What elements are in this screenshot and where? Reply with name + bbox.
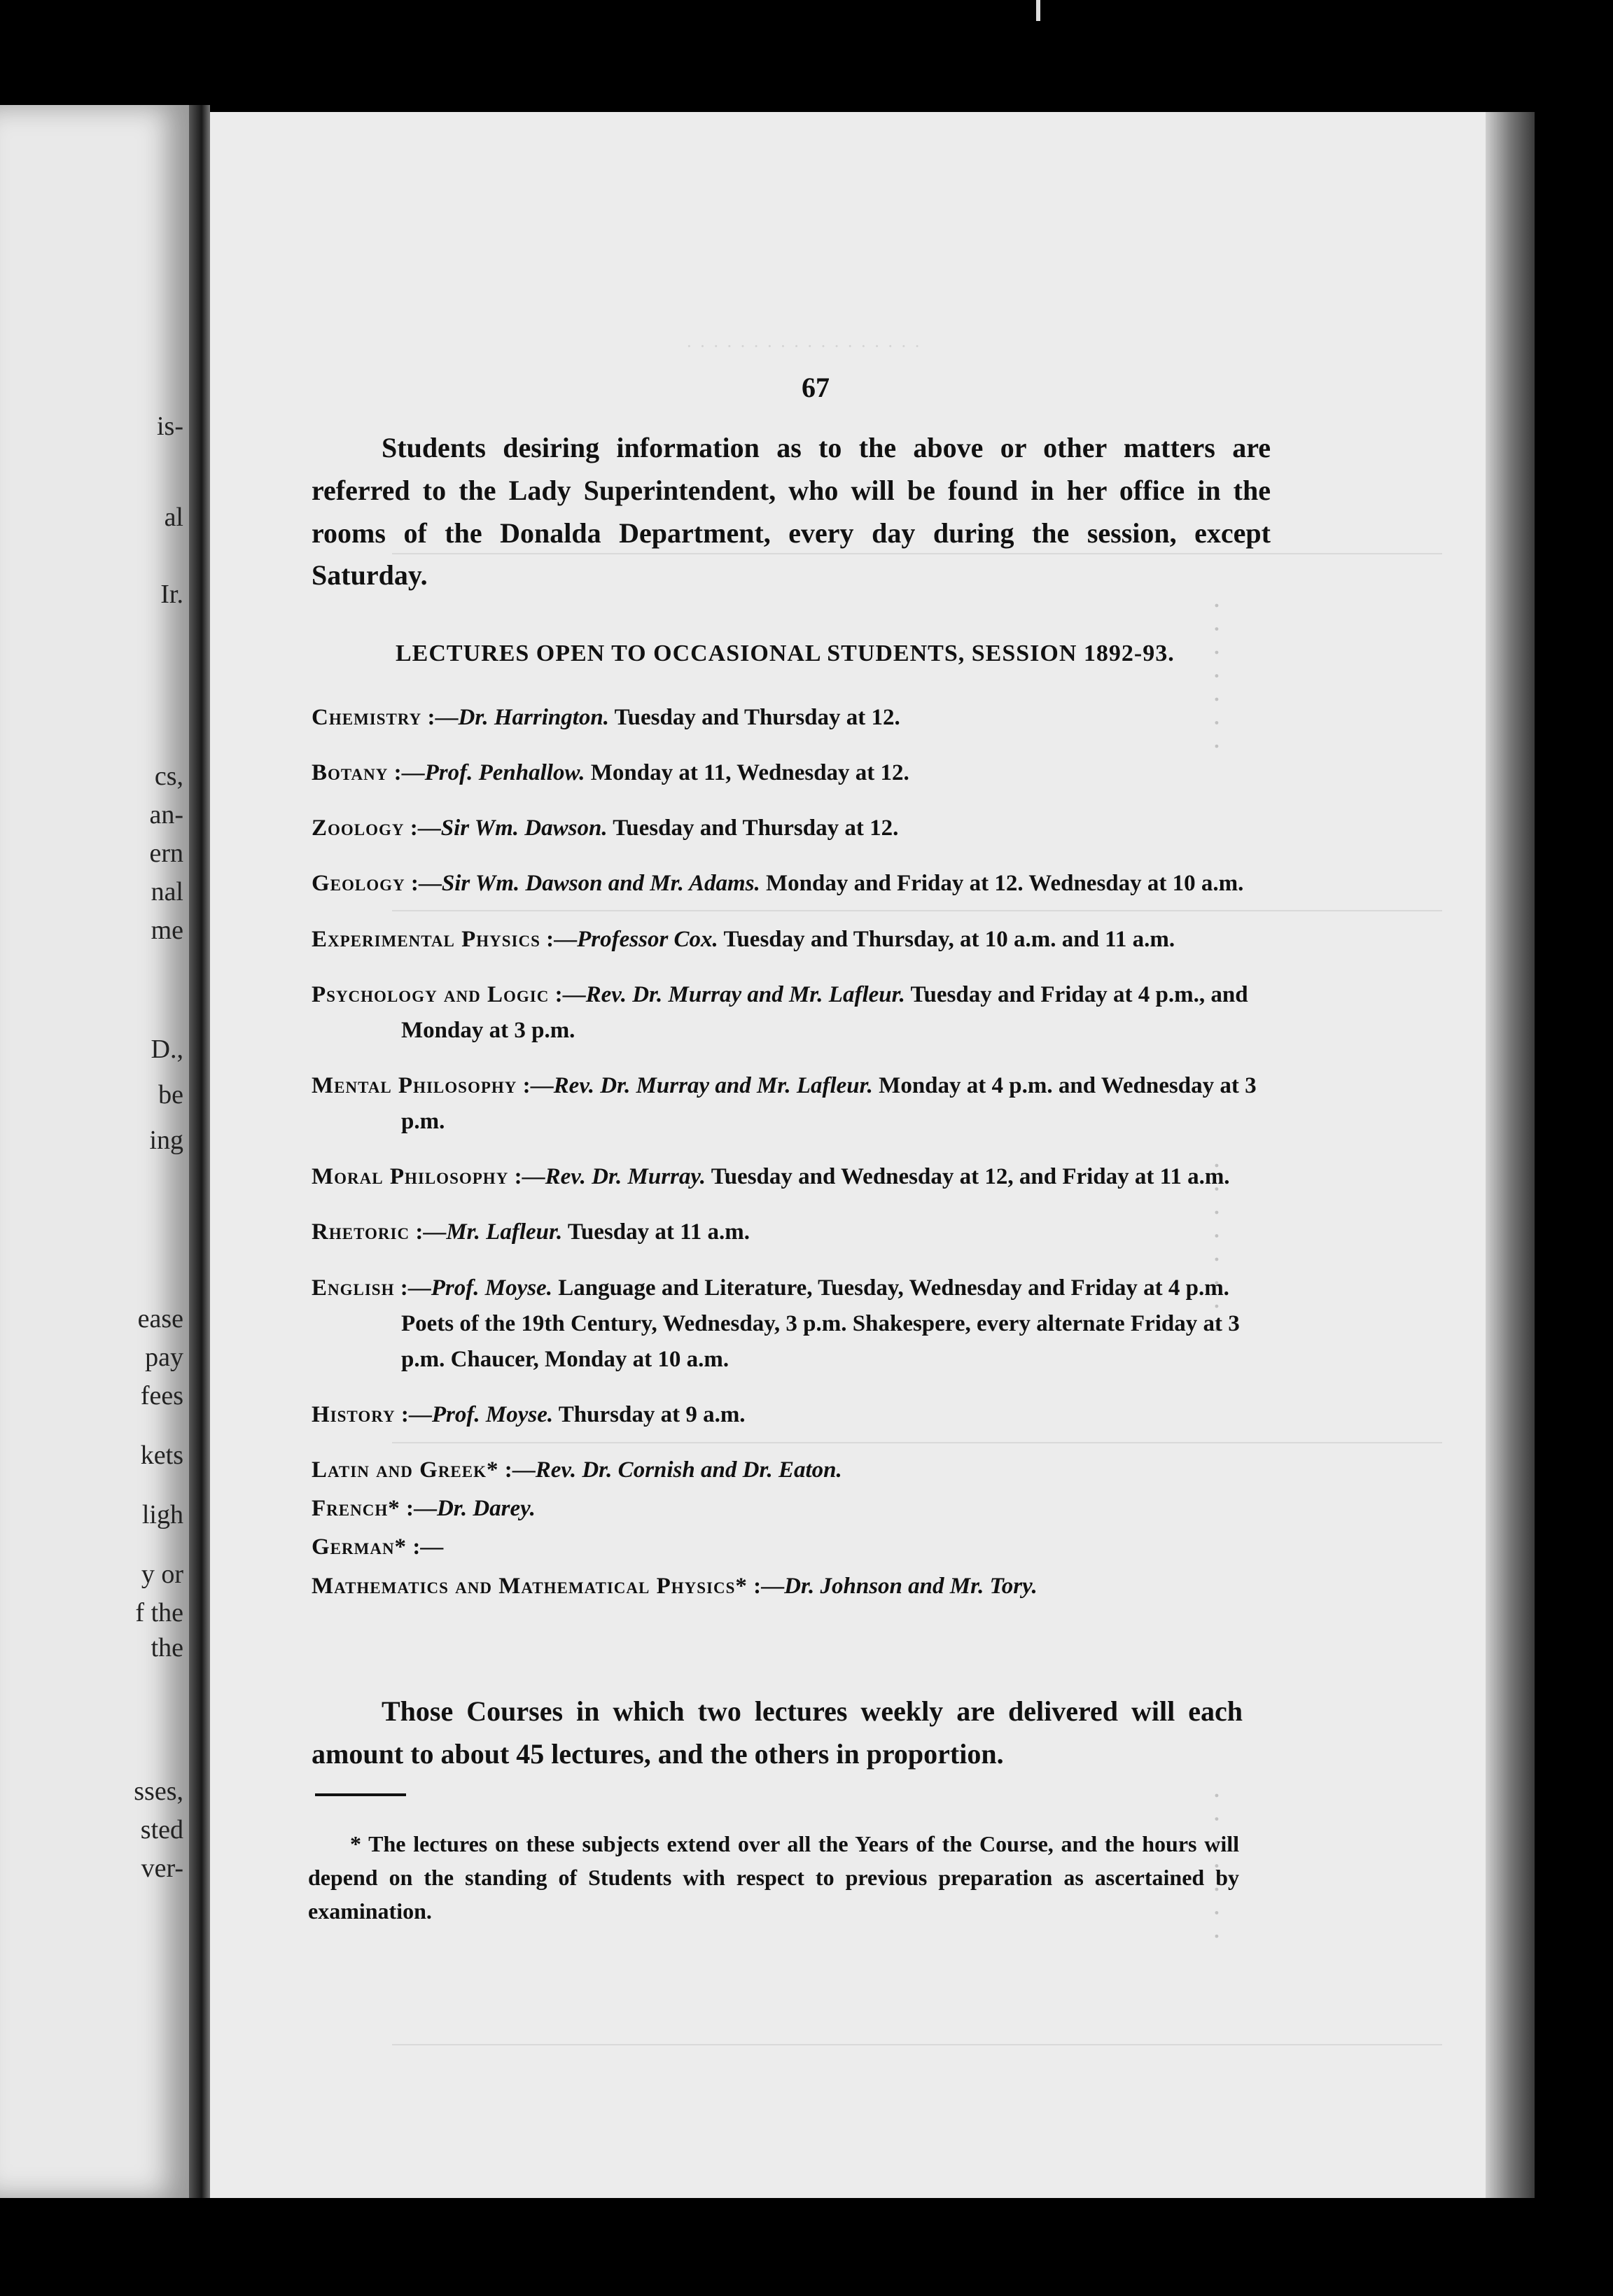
section-heading: LECTURES OPEN TO OCCASIONAL STUDENTS, SESSION 1892-93.	[396, 640, 1175, 666]
lecture-subject: History	[312, 1401, 396, 1427]
show-through-vertical: · · · · · · ·	[1205, 1792, 1228, 1946]
closing-paragraph: Those Courses in which two lectures weekly are delivered will each amount to about 45 lectures, and the others in proportion.	[312, 1695, 1243, 1770]
left-page-text-fragment: me	[151, 916, 183, 945]
left-page-text-fragment: be	[158, 1080, 183, 1110]
lecture-subject: Moral Philosophy	[312, 1164, 509, 1190]
left-page-text-fragment: ligh	[141, 1500, 183, 1530]
lecture-entry: Chemistry :—Dr. Harrington. Tuesday and Thursday at 12.	[312, 705, 900, 730]
lecture-lecturer: Prof. Moyse.	[431, 1401, 554, 1427]
lecture-times: Monday at 11, Wednesday at 12.	[590, 760, 909, 786]
book-gutter	[189, 105, 210, 2198]
left-page-text-fragment: y or	[141, 1560, 183, 1589]
top-edge-mark	[1036, 0, 1040, 21]
lecture-entry: Rhetoric :—Mr. Lafleur. Tuesday at 11 a.m.	[312, 1219, 750, 1245]
left-page-text-fragment: Ir.	[160, 580, 183, 609]
lecture-lecturer: Sir Wm. Dawson.	[440, 816, 608, 841]
show-through-text: · · · · · · · · · · · · · · · · · ·	[686, 336, 922, 356]
lecture-lecturer: Dr. Johnson and Mr. Tory.	[784, 1573, 1038, 1599]
lecture-times: Language and Literature, Tuesday, Wednesday and Friday at 4 p.m. Poets of the 19th Century, Wednesday, 3 p.m. Shakespere, every alternate Friday at 3 p.m. Chaucer, Monday at 10 a.m.	[401, 1275, 1240, 1372]
left-page-text-fragment: is-	[157, 412, 183, 441]
lecture-times: Tuesday at 11 a.m.	[567, 1219, 750, 1245]
lecture-times: Tuesday and Wednesday at 12, and Friday at 11 a.m.	[711, 1164, 1230, 1190]
lecture-subject: German*	[312, 1534, 407, 1560]
show-through-rule	[392, 2044, 1442, 2045]
left-page-text-fragment: ver-	[141, 1854, 183, 1883]
left-page-text-fragment: ern	[149, 839, 183, 868]
lecture-lecturer: Dr. Harrington.	[458, 705, 610, 730]
show-through-vertical: · · · · · · · ·	[1205, 1162, 1228, 1339]
lecture-entry: French* :—Dr. Darey.	[312, 1496, 536, 1522]
left-page-text-fragment: pay	[145, 1343, 183, 1372]
lecture-times: Monday at 4 p.m. and Wednesday at 3 p.m.	[401, 1072, 1257, 1135]
left-page-text-fragment: kets	[140, 1441, 183, 1470]
left-page-text-fragment: D.,	[151, 1035, 183, 1064]
left-page-text-fragment: sted	[140, 1815, 183, 1844]
lecture-entry: German* :—	[312, 1534, 444, 1560]
show-through-vertical: · · · · · · ·	[1205, 602, 1228, 756]
lecture-subject: Chemistry	[312, 705, 422, 730]
lecture-times: Tuesday and Thursday at 12.	[613, 816, 899, 841]
lecture-lecturer: Rev. Dr. Murray and Mr. Lafleur.	[585, 981, 905, 1007]
lecture-times: Thursday at 9 a.m.	[558, 1401, 746, 1427]
lecture-lecturer: Rev. Dr. Murray and Mr. Lafleur.	[553, 1072, 873, 1098]
lecture-times: Tuesday and Thursday, at 10 a.m. and 11 a.m.	[723, 926, 1175, 952]
lecture-subject: Mathematics and Mathematical Physics*	[312, 1573, 748, 1599]
lecture-subject: Rhetoric	[312, 1219, 410, 1245]
lecture-entry: English :—Prof. Moyse. Language and Literature, Tuesday, Wednesday and Friday at 4 p.m. Poets of the 19th Century, Wednesday, 3 p.m. Shakespere, every alternate Friday at 3 p.m. Chaucer, Monday at 10 a.m.	[312, 1275, 1240, 1372]
lecture-entry: Experimental Physics :—Professor Cox. Tuesday and Thursday, at 10 a.m. and 11 a.m.	[312, 926, 1175, 952]
lecture-lecturer: Prof. Moyse.	[431, 1275, 552, 1301]
lecture-lecturer: Professor Cox.	[577, 926, 718, 952]
left-page-text-fragment: an-	[149, 800, 183, 830]
left-page-text-fragment: the	[151, 1633, 183, 1662]
left-page-text-fragment: nal	[151, 877, 183, 906]
left-page-text-fragment: sses,	[134, 1777, 183, 1806]
lecture-lecturer: Mr. Lafleur.	[446, 1219, 563, 1245]
footnote: * The lectures on these subjects extend over all the Years of the Course, and the hours will depend on the standing of Students with respect to previous preparation as ascertained by examination.	[308, 1831, 1239, 1924]
lecture-subject: Geology	[312, 871, 405, 897]
lecture-subject: Experimental Physics	[312, 926, 540, 952]
lecture-list	[312, 700, 1271, 1607]
lecture-subject: Psychology and Logic	[312, 981, 550, 1007]
footnote-rule	[315, 1793, 406, 1796]
lecture-entry: Botany :—Prof. Penhallow. Monday at 11, Wednesday at 12.	[312, 760, 909, 786]
lecture-lecturer: Rev. Dr. Murray.	[545, 1164, 706, 1190]
lecture-subject: French*	[312, 1496, 400, 1522]
lecture-subject: English	[312, 1275, 395, 1301]
page-number: 67	[802, 372, 830, 403]
lecture-subject: Botany	[312, 760, 389, 786]
lecture-subject: Mental Philosophy	[312, 1072, 517, 1098]
left-page-text-fragment: fees	[140, 1381, 183, 1410]
lecture-subject: Latin and Greek*	[312, 1457, 499, 1483]
lecture-entry: Mental Philosophy :—Rev. Dr. Murray and Mr. Lafleur. Monday at 4 p.m. and Wednesday at 3 p.m.	[312, 1072, 1257, 1135]
lecture-lecturer: Sir Wm. Dawson and Mr. Adams.	[441, 871, 760, 897]
lecture-entry: Geology :—Sir Wm. Dawson and Mr. Adams. Monday and Friday at 12. Wednesday at 10 a.m.	[312, 871, 1244, 897]
left-page-strip	[0, 105, 189, 2198]
lecture-entry: Zoology :—Sir Wm. Dawson. Tuesday and Thursday at 12.	[312, 816, 899, 841]
left-page-text-fragment: ing	[149, 1126, 183, 1155]
lecture-lecturer: Rev. Dr. Cornish and Dr. Eaton.	[535, 1457, 842, 1483]
left-page-text-fragment: cs,	[154, 762, 183, 791]
left-page-text-fragment: ease	[137, 1304, 183, 1334]
lecture-entry: Mathematics and Mathematical Physics* :—Dr. Johnson and Mr. Tory.	[312, 1573, 1038, 1599]
lecture-entry: Latin and Greek* :—Rev. Dr. Cornish and Dr. Eaton.	[312, 1457, 842, 1483]
left-page-text-fragment: al	[164, 503, 183, 532]
lecture-times: Monday and Friday at 12. Wednesday at 10 a.m.	[765, 871, 1244, 897]
lecture-subject: Zoology	[312, 816, 405, 841]
left-page-text-fragment: f the	[135, 1598, 183, 1628]
intro-paragraph: Students desiring information as to the above or other matters are referred to the Lady Superintendent, who will be found in her office in the rooms of the Donalda Department, every day during the session, except Saturday.	[312, 432, 1271, 592]
lecture-entry: History :—Prof. Moyse. Thursday at 9 a.m.	[312, 1401, 746, 1427]
lecture-entry: Psychology and Logic :—Rev. Dr. Murray and Mr. Lafleur. Tuesday and Friday at 4 p.m., and Monday at 3 p.m.	[312, 981, 1248, 1043]
lecture-times: Tuesday and Thursday at 12.	[614, 705, 900, 730]
page-edge	[1486, 112, 1535, 2198]
lecture-lecturer: Dr. Darey.	[436, 1496, 536, 1522]
lecture-times: Tuesday and Friday at 4 p.m., and Monday at 3 p.m.	[401, 981, 1248, 1043]
lecture-lecturer: Prof. Penhallow.	[424, 760, 585, 786]
lecture-entry: Moral Philosophy :—Rev. Dr. Murray. Tuesday and Wednesday at 12, and Friday at 11 a.m.	[312, 1164, 1230, 1190]
